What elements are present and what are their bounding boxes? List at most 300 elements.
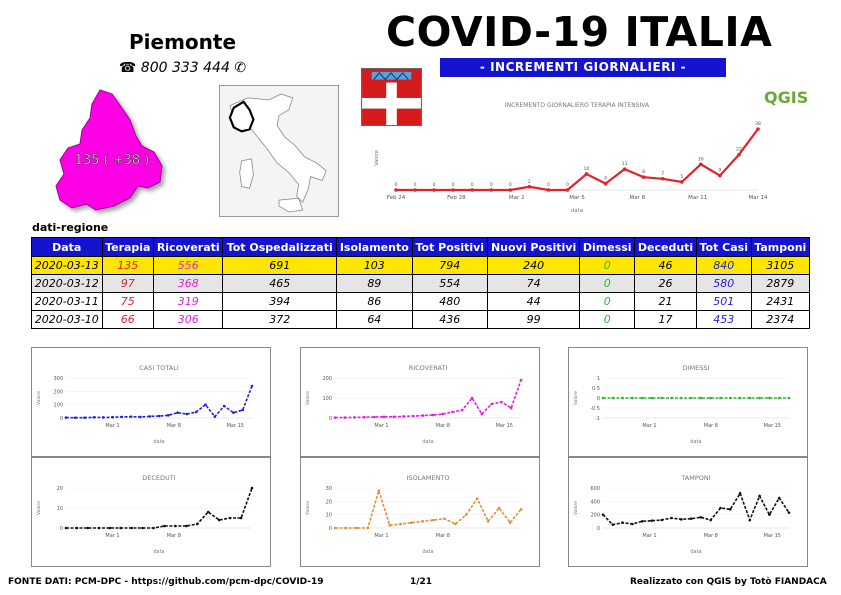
data-point — [87, 527, 90, 530]
panel-deceduti — [31, 457, 271, 567]
sicily-shape — [279, 198, 303, 212]
data-point — [528, 185, 532, 189]
cell-terapia: 75 — [102, 293, 154, 311]
data-label: 0 — [394, 183, 398, 188]
data-point — [670, 517, 673, 520]
cell-deceduti: 17 — [635, 311, 697, 329]
col-dimessi: Dimessi — [580, 238, 635, 257]
table-row — [32, 257, 810, 275]
data-label: 2 — [527, 179, 531, 185]
data-point — [441, 413, 444, 416]
data-point — [421, 520, 424, 523]
data-point — [174, 525, 177, 528]
x-axis-label: data — [153, 439, 165, 445]
cell-deceduti: 46 — [635, 257, 697, 275]
x-tick-label: Mar 14 — [748, 195, 768, 201]
data-point — [413, 188, 417, 192]
col-terapia: Terapia — [102, 238, 154, 257]
y-axis-label: Valore — [306, 390, 311, 406]
data-label: 8 — [642, 170, 646, 176]
data-point — [410, 521, 413, 524]
data-point — [489, 188, 493, 192]
col-data: Data — [32, 238, 103, 257]
data-point — [729, 397, 732, 400]
data-point — [631, 397, 634, 400]
x-tick-label: Mar 1 — [105, 423, 120, 429]
chart-title: CASI TOTALI — [139, 364, 179, 372]
data-point — [778, 497, 781, 500]
data-label: 0 — [508, 183, 512, 188]
data-point — [176, 411, 179, 414]
cell-ricoverati: 306 — [154, 311, 223, 329]
y-tick-label: 10 — [56, 506, 63, 512]
cell-tamponi: 2374 — [751, 311, 809, 329]
x-tick-label: Mar 11 — [688, 195, 708, 201]
data-point — [443, 517, 446, 520]
cell-isolamento: 103 — [336, 257, 412, 275]
data-point — [195, 411, 198, 414]
data-point — [510, 407, 513, 410]
data-point — [498, 507, 501, 510]
y-tick-label: 0 — [596, 396, 600, 402]
data-label: 5 — [680, 174, 684, 180]
x-axis-label: data — [690, 549, 702, 555]
col-isolamento: Isolamento — [336, 238, 412, 257]
x-tick-label: Mar 8 — [703, 423, 718, 429]
data-label: 38 — [755, 122, 761, 128]
data-point — [148, 415, 151, 418]
x-tick-label: Mar 1 — [642, 423, 657, 429]
data-point — [641, 397, 644, 400]
cell-dimessi: 0 — [580, 257, 635, 275]
data-point — [204, 403, 207, 406]
data-label: 0 — [489, 183, 493, 188]
footer-source: FONTE DATI: PCM-DPC - https://github.com/pcm-dpc/COVID-19 — [8, 577, 324, 587]
data-point — [65, 416, 68, 419]
data-point — [229, 517, 232, 520]
x-axis-label: data — [422, 439, 434, 445]
sardinia-shape — [240, 159, 254, 189]
chart-title: TAMPONI — [681, 474, 711, 482]
data-point — [660, 519, 663, 522]
data-point — [651, 397, 654, 400]
x-tick-label: Mar 8 — [435, 533, 450, 539]
x-tick-label: Mar 1 — [374, 533, 389, 539]
cell-tot-ospedalizzati: 691 — [223, 257, 337, 275]
cell-deceduti: 26 — [635, 275, 697, 293]
y-axis-label: Valore — [37, 390, 42, 406]
data-point — [74, 416, 77, 419]
chart-title: INCREMENTO GIORNALIERO TERAPIA INTENSIVA — [504, 102, 650, 109]
y-tick-label: -1 — [595, 416, 600, 422]
data-point — [141, 527, 144, 530]
data-point — [690, 517, 693, 520]
col-tot-casi: Tot Casi — [696, 238, 751, 257]
chart-isolamento — [301, 458, 539, 566]
data-point — [412, 415, 415, 418]
data-point — [98, 527, 101, 530]
data-point — [758, 397, 761, 400]
cell-tot-positivi: 480 — [412, 293, 487, 311]
chart-title: DIMESSI — [682, 364, 710, 372]
series-line — [335, 380, 521, 418]
y-tick-label: 300 — [53, 376, 63, 382]
data-point — [334, 416, 337, 419]
data-point — [651, 519, 654, 522]
data-point — [377, 489, 380, 492]
data-table — [31, 237, 810, 329]
cell-tot-casi: 840 — [696, 257, 751, 275]
cell-tot-ospedalizzati: 465 — [223, 275, 337, 293]
data-label: 10 — [583, 166, 590, 172]
series-line — [66, 386, 252, 418]
y-tick-label: 600 — [590, 486, 600, 492]
x-tick-label: Mar 8 — [629, 195, 646, 201]
cell-deceduti: 21 — [635, 293, 697, 311]
panel-dimessi — [568, 347, 808, 457]
y-tick-label: 1 — [596, 376, 600, 382]
cell-tamponi: 3105 — [751, 257, 809, 275]
data-point — [758, 495, 761, 498]
cell-nuovi-positivi: 99 — [487, 311, 579, 329]
data-point — [196, 523, 199, 526]
table-caption: dati-regione — [32, 221, 109, 234]
region-map — [38, 86, 183, 216]
cell-tot-positivi: 554 — [412, 275, 487, 293]
data-point — [487, 520, 490, 523]
cell-nuovi-positivi: 44 — [487, 293, 579, 311]
data-point — [768, 513, 771, 516]
x-tick-label: Feb 24 — [386, 195, 406, 201]
data-point — [432, 414, 435, 417]
data-point — [388, 524, 391, 527]
data-point — [699, 163, 703, 167]
y-tick-label: 0 — [59, 526, 63, 532]
data-label: 22 — [736, 147, 742, 153]
col-tot-positivi: Tot Positivi — [412, 238, 487, 257]
y-axis-label: Valore — [574, 500, 579, 516]
data-point — [547, 188, 551, 192]
page-subtitle: - INCREMENTI GIORNALIERI - — [440, 58, 726, 77]
data-point — [670, 397, 673, 400]
data-point — [111, 416, 114, 419]
col-nuovi-positivi: Nuovi Positivi — [487, 238, 579, 257]
data-label: 9 — [718, 168, 722, 174]
italy-map — [219, 85, 339, 217]
data-point — [739, 397, 742, 400]
data-label: 0 — [546, 183, 550, 188]
x-tick-label: Mar 1 — [105, 533, 120, 539]
data-point — [83, 416, 86, 419]
data-point — [642, 175, 646, 179]
data-point — [756, 127, 760, 131]
data-point — [185, 525, 188, 528]
y-tick-label: 20 — [56, 486, 63, 492]
data-point — [768, 397, 771, 400]
data-point — [709, 397, 712, 400]
cell-terapia: 66 — [102, 311, 154, 329]
y-tick-label: 200 — [322, 376, 332, 382]
data-point — [700, 516, 703, 519]
page-title: COVID-19 ITALIA — [386, 8, 773, 56]
data-point — [719, 507, 722, 510]
series-line — [603, 493, 789, 524]
chart-deceduti — [32, 458, 270, 566]
data-point — [334, 527, 337, 530]
data-point — [223, 405, 226, 408]
data-point — [476, 497, 479, 500]
data-point — [461, 409, 464, 412]
data-point — [232, 411, 235, 414]
data-point — [139, 416, 142, 419]
cell-dimessi: 0 — [580, 275, 635, 293]
cell-nuovi-positivi: 74 — [487, 275, 579, 293]
panel-casi — [31, 347, 271, 457]
x-tick-label: Mar 5 — [569, 195, 585, 201]
y-tick-label: 30 — [325, 486, 332, 492]
data-point — [432, 188, 436, 192]
panel-isolamento — [300, 457, 540, 567]
cell-data: 2020-03-11 — [32, 293, 103, 311]
cell-tot-ospedalizzati: 394 — [223, 293, 337, 311]
data-point — [454, 523, 457, 526]
series-line — [335, 491, 521, 528]
data-label: 0 — [413, 183, 417, 188]
data-point — [343, 416, 346, 419]
data-point — [660, 397, 663, 400]
data-point — [729, 508, 732, 511]
data-point — [611, 397, 614, 400]
data-point — [500, 401, 503, 404]
data-point — [566, 188, 570, 192]
data-point — [167, 414, 170, 417]
data-point — [214, 415, 217, 418]
data-point — [402, 415, 405, 418]
x-tick-label: Mar 15 — [495, 423, 513, 429]
data-label: 4 — [604, 176, 608, 182]
data-point — [602, 513, 605, 516]
cell-tot-casi: 501 — [696, 293, 751, 311]
data-point — [158, 415, 161, 418]
data-point — [108, 527, 111, 530]
data-point — [102, 416, 105, 419]
data-point — [432, 519, 435, 522]
data-point — [718, 174, 722, 178]
cell-dimessi: 0 — [580, 293, 635, 311]
data-point — [520, 508, 523, 511]
y-tick-label: 100 — [53, 402, 63, 409]
data-point — [621, 521, 624, 524]
table-row — [32, 311, 810, 329]
data-point — [471, 397, 474, 400]
footer-page-number: 1/21 — [410, 577, 433, 587]
x-tick-label: Feb 28 — [447, 195, 466, 201]
x-axis-label: data — [570, 208, 584, 214]
data-point — [163, 525, 166, 528]
qgis-logo: QGIS — [764, 88, 809, 107]
cell-data: 2020-03-12 — [32, 275, 103, 293]
chart-tamponi — [569, 458, 807, 566]
data-point — [383, 416, 386, 419]
data-label: 13 — [621, 162, 628, 168]
table-row — [32, 275, 810, 293]
data-point — [739, 492, 742, 495]
y-tick-label: 0 — [596, 526, 600, 532]
data-point — [788, 397, 791, 400]
chart-title: RICOVERATI — [408, 364, 448, 372]
cell-ricoverati: 556 — [154, 257, 223, 275]
data-label: 0 — [451, 183, 455, 188]
data-point — [737, 153, 741, 157]
cell-data: 2020-03-13 — [32, 257, 103, 275]
y-tick-label: 100 — [322, 396, 332, 402]
y-tick-label: 0 — [59, 416, 63, 422]
x-tick-label: Mar 15 — [226, 423, 244, 429]
data-point — [119, 527, 122, 530]
cell-isolamento: 86 — [336, 293, 412, 311]
chart-casi — [32, 348, 270, 456]
cell-tot-positivi: 436 — [412, 311, 487, 329]
data-point — [623, 167, 627, 171]
y-tick-label: 20 — [325, 499, 332, 506]
chart-title: ISOLAMENTO — [406, 474, 450, 482]
col-tot-ospedalizzati: Tot Ospedalizzati — [223, 238, 337, 257]
data-point — [76, 527, 79, 530]
data-point — [121, 416, 124, 419]
y-tick-label: 10 — [325, 512, 332, 519]
data-point — [218, 519, 221, 522]
data-point — [602, 397, 605, 400]
data-point — [356, 527, 359, 530]
data-point — [251, 487, 254, 490]
data-point — [451, 188, 455, 192]
data-point — [490, 403, 493, 406]
data-point — [604, 182, 608, 186]
data-point — [788, 511, 791, 514]
data-point — [661, 177, 665, 181]
data-point — [585, 172, 589, 176]
col-ricoverati: Ricoverati — [154, 238, 223, 257]
y-axis-label: Valore — [306, 500, 311, 516]
data-point — [363, 416, 366, 419]
data-point — [186, 413, 189, 416]
data-point — [353, 416, 356, 419]
data-point — [690, 397, 693, 400]
data-point — [392, 416, 395, 419]
data-point — [700, 397, 703, 400]
cell-dimessi: 0 — [580, 311, 635, 329]
data-point — [130, 415, 133, 418]
x-axis-label: data — [153, 549, 165, 555]
chart-ricoverati — [301, 348, 539, 456]
table-header-row — [32, 238, 810, 257]
data-point — [399, 523, 402, 526]
x-tick-label: Mar 8 — [166, 533, 181, 539]
data-point — [641, 520, 644, 523]
data-point — [709, 519, 712, 522]
data-point — [367, 527, 370, 530]
cell-tot-casi: 453 — [696, 311, 751, 329]
data-point — [394, 188, 398, 192]
chart-title: DECEDUTI — [142, 474, 176, 482]
data-point — [65, 527, 68, 530]
data-point — [611, 523, 614, 526]
cell-isolamento: 64 — [336, 311, 412, 329]
x-tick-label: Mar 1 — [642, 533, 657, 539]
cell-isolamento: 89 — [336, 275, 412, 293]
y-tick-label: 400 — [590, 499, 600, 506]
y-tick-label: 0.5 — [592, 386, 600, 392]
y-tick-label: 200 — [590, 512, 600, 519]
region-shape — [56, 90, 162, 210]
data-point — [130, 527, 133, 530]
chart-terapia — [370, 98, 770, 216]
data-point — [680, 397, 683, 400]
cell-ricoverati: 319 — [154, 293, 223, 311]
data-point — [509, 521, 512, 524]
panel-ricoverati — [300, 347, 540, 457]
data-point — [373, 416, 376, 419]
data-point — [778, 397, 781, 400]
cell-ricoverati: 368 — [154, 275, 223, 293]
data-point — [207, 511, 210, 514]
region-map-label: 135 ( +38 ) — [74, 153, 150, 168]
x-tick-label: Mar 8 — [703, 533, 718, 539]
data-point — [509, 188, 513, 192]
x-axis-label: data — [690, 439, 702, 445]
cell-terapia: 97 — [102, 275, 154, 293]
x-tick-label: Mar 15 — [763, 533, 781, 539]
data-point — [680, 180, 684, 184]
y-axis-label: Valore — [374, 150, 380, 166]
region-name: Piemonte — [128, 30, 237, 54]
x-tick-label: Mar 8 — [166, 423, 181, 429]
data-label: 0 — [470, 183, 474, 188]
data-point — [345, 527, 348, 530]
table-row — [32, 293, 810, 311]
data-label: 0 — [432, 183, 436, 188]
phone-number: ☎ 800 333 444 ✆ — [118, 60, 247, 76]
data-label: 0 — [566, 183, 569, 188]
y-tick-label: -0.5 — [590, 406, 600, 412]
data-point — [251, 385, 254, 388]
y-axis-label: Valore — [37, 500, 42, 516]
x-tick-label: Mar 8 — [435, 423, 450, 429]
cell-nuovi-positivi: 240 — [487, 257, 579, 275]
cell-tot-ospedalizzati: 372 — [223, 311, 337, 329]
col-tamponi: Tamponi — [751, 238, 809, 257]
cell-tot-casi: 580 — [696, 275, 751, 293]
data-point — [631, 523, 634, 526]
data-point — [422, 414, 425, 417]
data-point — [719, 397, 722, 400]
cell-tot-positivi: 794 — [412, 257, 487, 275]
data-point — [680, 518, 683, 521]
cell-data: 2020-03-10 — [32, 311, 103, 329]
data-point — [240, 517, 243, 520]
data-point — [520, 379, 523, 382]
col-deceduti: Deceduti — [635, 238, 697, 257]
x-axis-label: data — [422, 549, 434, 555]
x-tick-label: Mar 1 — [374, 423, 389, 429]
x-tick-label: Mar 2 — [508, 195, 525, 201]
y-axis-label: Valore — [574, 390, 579, 406]
cell-tamponi: 2431 — [751, 293, 809, 311]
data-label: 16 — [697, 157, 704, 163]
data-point — [93, 416, 96, 419]
data-point — [152, 527, 155, 530]
y-tick-label: 0 — [328, 526, 332, 532]
